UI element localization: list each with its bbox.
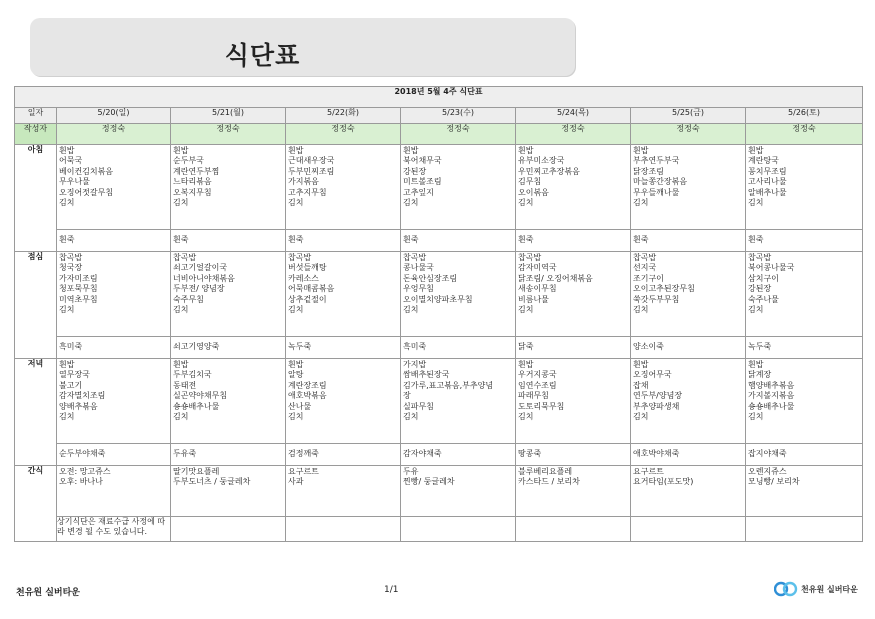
porridge-item: 쇠고기영양죽	[173, 342, 220, 351]
menu-item: 알배추나물	[748, 187, 787, 197]
menu-item: 베이컨김치볶음	[59, 166, 114, 176]
menu-item: 흰밥	[173, 360, 189, 369]
day-date: 5/20(일)	[57, 108, 171, 124]
menu-item: 김치	[173, 198, 189, 208]
menu-item: 북어채무국	[403, 156, 442, 166]
menu-item: 김치	[633, 305, 649, 315]
menu-item: 계란연두부찜	[173, 166, 220, 176]
porridge-item: 두유죽	[173, 449, 197, 458]
menu-item: 선지국	[633, 263, 657, 273]
day-writer: 정정숙	[631, 124, 746, 145]
dinner-cell	[401, 359, 516, 444]
menu-item: 숙주무침	[173, 294, 204, 304]
menu-item: 우엉무침	[403, 284, 434, 294]
menu-item: 미트볼조림	[403, 177, 442, 187]
dinner-porridge-cell	[171, 444, 286, 466]
breakfast-porridge-cell	[746, 230, 863, 252]
menu-item: 청포묵무침	[59, 284, 98, 294]
menu-item: 흰밥	[288, 146, 304, 155]
snack-item: 딸기맛요플레	[173, 467, 220, 476]
menu-items	[57, 145, 170, 229]
snack-item: 찐빵/ 둥글레차	[403, 477, 455, 487]
menu-item: 두부김치국	[173, 370, 212, 380]
breakfast-porridge-row	[15, 230, 863, 252]
menu-item: 버섯들깨탕	[288, 263, 327, 273]
menu-item: 김치	[59, 305, 75, 315]
breakfast-porridge-cell	[57, 230, 171, 252]
menu-item: 흰밥	[59, 146, 75, 155]
lunch-porridge-cell	[401, 337, 516, 359]
lunch-porridge-row	[15, 337, 863, 359]
menu-item: 계란탕국	[748, 156, 779, 166]
snack-item: 오렌지쥬스	[748, 467, 787, 476]
menu-item: 무우들깨나물	[633, 187, 680, 197]
menu-item: 상추겉절이	[288, 294, 327, 304]
menu-items	[631, 145, 745, 229]
menu-item: 쑥갓두부무침	[633, 294, 680, 304]
lunch-cell	[171, 252, 286, 337]
porridge-item: 흑미죽	[403, 342, 427, 351]
day-date: 5/22(화)	[286, 108, 401, 124]
menu-item: 김치	[748, 412, 764, 422]
menu-item: 김치	[59, 412, 75, 422]
menu-item: 오이볶음	[518, 187, 549, 197]
menu-item: 김치	[518, 412, 534, 422]
menu-item: 김치	[403, 305, 419, 315]
menu-item: 어묵매콤볶음	[288, 284, 335, 294]
title-banner	[30, 18, 575, 76]
menu-items	[746, 252, 862, 336]
menu-item: 고추잎지	[403, 187, 434, 197]
snack-cell	[286, 466, 401, 517]
porridge-item: 흰죽	[403, 235, 419, 244]
menu-item: 돈육안심장조림	[403, 273, 458, 283]
day-date: 5/25(금)	[631, 108, 746, 124]
footer-org: 천유원 실버타운	[16, 588, 80, 598]
snack-item: 요구르트	[633, 467, 664, 476]
breakfast-porridge-cell	[401, 230, 516, 252]
menu-item: 고추지무침	[288, 187, 327, 197]
menu-item: 찹곡밥	[59, 253, 83, 262]
porridge-item: 감자야채죽	[403, 449, 442, 458]
snack-item: 카스타드 / 보리차	[518, 477, 580, 487]
menu-item: 김치	[288, 412, 304, 422]
day-writer: 정정숙	[57, 124, 171, 145]
breakfast-row	[15, 145, 863, 230]
day-writer: 정정숙	[401, 124, 516, 145]
porridge-item: 흰죽	[59, 235, 75, 244]
menu-item: 가지볶음	[288, 177, 319, 187]
menu-item: 흰밥	[633, 146, 649, 155]
menu-item: 유부미소장국	[518, 156, 565, 166]
menu-item: 북어콩나물국	[748, 263, 795, 273]
lunch-cell	[286, 252, 401, 337]
writer-label: 작성자	[15, 124, 57, 145]
menu-item: 마늘쫑간장볶음	[633, 177, 688, 187]
breakfast-cell	[401, 145, 516, 230]
breakfast-porridge-cell	[171, 230, 286, 252]
porridge-item: 흑미죽	[59, 342, 83, 351]
table-title-row	[15, 87, 863, 108]
menu-items	[57, 359, 170, 443]
menu-items	[286, 359, 400, 443]
menu-item: 김치	[403, 412, 419, 422]
menu-item: 콩나물국	[403, 263, 434, 273]
lunch-porridge-cell	[746, 337, 863, 359]
day-writer: 정정숙	[516, 124, 631, 145]
menu-item: 카레소스	[288, 273, 319, 283]
menu-item: 쌈배추된장국	[403, 370, 450, 380]
menu-item: 찹곡밥	[633, 253, 657, 262]
menu-items	[516, 252, 630, 336]
porridge-item: 흰죽	[173, 235, 189, 244]
dinner-porridge-cell	[631, 444, 746, 466]
menu-item: 우민찌고추장볶음	[518, 166, 580, 176]
menu-item: 흰밥	[748, 146, 764, 155]
menu-items	[746, 145, 862, 229]
porridge-item: 잡지야채죽	[748, 449, 787, 458]
lunch-cell	[401, 252, 516, 337]
menu-item: 연두부/양념장	[633, 391, 683, 401]
menu-item: 임연수조림	[518, 380, 557, 390]
menu-item: 열무장국	[59, 370, 90, 380]
snack-items	[746, 466, 862, 516]
empty-cell	[401, 517, 516, 542]
porridge-item: 애호박야채죽	[633, 449, 680, 458]
menu-item: 흰밥	[748, 360, 764, 369]
snack-item: 모닝빵/ 보리차	[748, 477, 800, 487]
menu-items	[171, 252, 285, 336]
menu-item: 꽁치무조림	[748, 166, 787, 176]
snack-item: 사과	[288, 477, 304, 487]
menu-item: 가지볼지볶음	[748, 391, 795, 401]
lunch-porridge-cell	[286, 337, 401, 359]
menu-item: 계란장조림	[288, 380, 327, 390]
menu-item: 부추연두부국	[633, 156, 680, 166]
day-date: 5/23(수)	[401, 108, 516, 124]
dinner-porridge-cell	[746, 444, 863, 466]
menu-item: 두부전/ 양념장	[173, 284, 225, 294]
menu-item: 강된장	[748, 284, 772, 294]
breakfast-cell	[57, 145, 171, 230]
menu-item: 김치	[633, 198, 649, 208]
lunch-cell	[631, 252, 746, 337]
lunch-porridge-cell	[57, 337, 171, 359]
menu-items	[171, 145, 285, 229]
menu-item: 파래무침	[518, 391, 549, 401]
lunch-cell	[57, 252, 171, 337]
menu-item: 감자미역국	[518, 263, 557, 273]
menu-item: 순두부국	[173, 156, 204, 166]
menu-items	[401, 252, 515, 336]
writer-row	[15, 124, 863, 145]
menu-item: 양배추볶음	[59, 401, 98, 411]
menu-item: 김치	[518, 198, 534, 208]
snack-item: 오후: 바나나	[59, 477, 103, 487]
menu-item: 김치	[59, 198, 75, 208]
lunch-porridge-cell	[516, 337, 631, 359]
menu-item: 오징어젓갈무침	[59, 187, 114, 197]
day-writer: 정정숙	[286, 124, 401, 145]
day-date: 5/26(토)	[746, 108, 863, 124]
snack-cell	[746, 466, 863, 517]
menu-item: 어묵국	[59, 156, 83, 166]
menu-item: 흰밥	[173, 146, 189, 155]
menu-item: 닭조림/ 오징어채볶음	[518, 273, 593, 283]
menu-item: 찹곡밥	[748, 253, 772, 262]
snack-items	[286, 466, 400, 516]
menu-item: 무우나물	[59, 177, 90, 187]
menu-item: 김치	[288, 198, 304, 208]
lunch-cell	[516, 252, 631, 337]
menu-item: 닭장조림	[633, 166, 664, 176]
menu-item: 근대새우장국	[288, 156, 335, 166]
menu-item: 비름나물	[518, 294, 549, 304]
menu-item: 가지밥	[403, 360, 427, 369]
breakfast-cell	[746, 145, 863, 230]
menu-item: 쇠고기얼갈이국	[173, 263, 228, 273]
menu-items	[631, 252, 745, 336]
breakfast-cell	[171, 145, 286, 230]
snack-items	[401, 466, 515, 516]
snack-items	[57, 466, 170, 516]
snack-item: 두부도너츠 / 둥글레차	[173, 477, 251, 487]
porridge-item: 검정깨죽	[288, 449, 319, 458]
menu-items	[631, 359, 745, 443]
menu-item: 알탕	[288, 370, 304, 380]
menu-item: 흰밥	[288, 360, 304, 369]
snack-cell	[516, 466, 631, 517]
menu-table	[14, 86, 863, 542]
dinner-cell	[746, 359, 863, 444]
snack-items	[631, 466, 745, 516]
menu-item: 장	[403, 391, 411, 401]
date-label: 일자	[15, 108, 57, 124]
dinner-porridge-cell	[516, 444, 631, 466]
menu-item: 숙주나물	[748, 294, 779, 304]
menu-items	[171, 359, 285, 443]
dinner-porridge-cell	[286, 444, 401, 466]
menu-item: 두부민찌조림	[288, 166, 335, 176]
menu-item: 찹곡밥	[173, 253, 197, 262]
menu-item: 숑숑배추나물	[173, 401, 220, 411]
breakfast-porridge-cell	[631, 230, 746, 252]
menu-item: 강된장	[403, 166, 427, 176]
menu-item: 우거지콩국	[518, 370, 557, 380]
porridge-item: 땅콩죽	[518, 449, 542, 458]
dinner-porridge-row	[15, 444, 863, 466]
snack-item: 요거타임(포도맛)	[633, 477, 694, 487]
dinner-label: 저녁	[15, 359, 57, 466]
menu-item: 찹곡밥	[518, 253, 542, 262]
menu-item: 너비아니야채볶음	[173, 273, 235, 283]
menu-items	[746, 359, 862, 443]
menu-item: 김치	[403, 198, 419, 208]
menu-items	[401, 145, 515, 229]
menu-item: 김치	[173, 305, 189, 315]
footer-logo	[774, 580, 864, 600]
menu-items	[401, 359, 515, 443]
menu-items	[286, 252, 400, 336]
menu-item: 김치	[748, 305, 764, 315]
menu-item: 산나물	[288, 401, 312, 411]
day-writer: 정정숙	[171, 124, 286, 145]
empty-cell	[171, 517, 286, 542]
menu-item: 가자미조림	[59, 273, 98, 283]
porridge-item: 흰죽	[748, 235, 764, 244]
menu-item: 청국장	[59, 263, 83, 273]
date-row	[15, 108, 863, 124]
day-writer: 정정숙	[746, 124, 863, 145]
menu-item: 오징어무국	[633, 370, 672, 380]
menu-item: 고사리나물	[748, 177, 787, 187]
menu-item: 조기구이	[633, 273, 664, 283]
porridge-item: 흰죽	[633, 235, 649, 244]
menu-item: 오복지무침	[173, 187, 212, 197]
menu-item: 불고기	[59, 380, 83, 390]
menu-item: 김무침	[518, 177, 542, 187]
empty-cell	[746, 517, 863, 542]
menu-item: 햄양배추볶음	[748, 380, 795, 390]
logo-text: 천유원 실버타운	[801, 585, 858, 594]
menu-item: 오이고추된장무침	[633, 284, 695, 294]
breakfast-cell	[286, 145, 401, 230]
menu-item: 찹곡밥	[403, 253, 427, 262]
table-title: 2018년 5월 4주 식단표	[15, 87, 863, 108]
breakfast-porridge-cell	[516, 230, 631, 252]
day-date: 5/24(목)	[516, 108, 631, 124]
breakfast-porridge-cell	[286, 230, 401, 252]
menu-item: 감자멸치조림	[59, 391, 106, 401]
snack-cell	[171, 466, 286, 517]
menu-item: 도토리묵무침	[518, 401, 565, 411]
snack-items	[516, 466, 630, 516]
menu-items	[516, 145, 630, 229]
menu-item: 흰밥	[518, 360, 534, 369]
dinner-cell	[516, 359, 631, 444]
menu-item: 미역초무침	[59, 294, 98, 304]
menu-item: 실곤약야채무침	[173, 391, 228, 401]
dinner-row	[15, 359, 863, 444]
menu-item: 느타리볶음	[173, 177, 212, 187]
snack-item: 두유	[403, 467, 419, 476]
footer-page-number: 1/1	[384, 585, 399, 595]
menu-item: 흰밥	[518, 146, 534, 155]
snack-cell	[57, 466, 171, 517]
menu-item: 부추양파생채	[633, 401, 680, 411]
porridge-item: 닭죽	[518, 342, 534, 351]
day-date: 5/21(월)	[171, 108, 286, 124]
menu-item: 오이멸치양파초무침	[403, 294, 473, 304]
menu-items	[516, 359, 630, 443]
menu-item: 새송이무침	[518, 284, 557, 294]
snack-row	[15, 466, 863, 517]
menu-item: 김치	[633, 412, 649, 422]
lunch-row	[15, 252, 863, 337]
empty-cell	[631, 517, 746, 542]
menu-item: 닭계장	[748, 370, 772, 380]
dinner-cell	[171, 359, 286, 444]
menu-item: 흰밥	[633, 360, 649, 369]
menu-item: 김치	[288, 305, 304, 315]
porridge-item: 순두부야채죽	[59, 449, 106, 458]
porridge-item: 녹두죽	[288, 342, 312, 351]
menu-item: 애호박볶음	[288, 391, 327, 401]
porridge-item: 흰죽	[288, 235, 304, 244]
menu-item: 잡채	[633, 380, 649, 390]
snack-cell	[401, 466, 516, 517]
menu-item: 동태전	[173, 380, 197, 390]
porridge-item: 양소이죽	[633, 342, 664, 351]
dinner-porridge-cell	[57, 444, 171, 466]
dinner-cell	[631, 359, 746, 444]
menu-item: 김치	[748, 198, 764, 208]
menu-item: 숑숑배추나물	[748, 401, 795, 411]
menu-item: 실파무침	[403, 401, 434, 411]
empty-cell	[286, 517, 401, 542]
menu-item: 삼치구이	[748, 273, 779, 283]
menu-items	[57, 252, 170, 336]
dinner-cell	[286, 359, 401, 444]
menu-item: 찹곡밥	[288, 253, 312, 262]
lunch-porridge-cell	[631, 337, 746, 359]
snack-cell	[631, 466, 746, 517]
snack-item: 블루베리요플레	[518, 467, 573, 476]
lunch-porridge-cell	[171, 337, 286, 359]
menu-item: 흰밥	[403, 146, 419, 155]
menu-item: 김치	[173, 412, 189, 422]
logo-icon	[774, 581, 798, 597]
lunch-label: 점심	[15, 252, 57, 359]
lunch-cell	[746, 252, 863, 337]
porridge-item: 흰죽	[518, 235, 534, 244]
dinner-porridge-cell	[401, 444, 516, 466]
snack-label: 간식	[15, 466, 57, 542]
menu-item: 흰밥	[59, 360, 75, 369]
page-title: 식단표	[224, 41, 301, 70]
menu-note: 상기식단은 재료수급 사정에 따라 변경 될 수도 있습니다.	[57, 517, 166, 537]
empty-cell	[516, 517, 631, 542]
snack-items	[171, 466, 285, 516]
snack-item: 오전: 망고쥬스	[59, 467, 111, 476]
menu-items	[286, 145, 400, 229]
menu-item: 김치	[518, 305, 534, 315]
porridge-item: 녹두죽	[748, 342, 772, 351]
note-row	[15, 517, 863, 542]
breakfast-cell	[516, 145, 631, 230]
note-cell	[57, 517, 171, 542]
menu-item: 김가루,표고볶음,부추양념	[403, 380, 494, 390]
breakfast-label: 아침	[15, 145, 57, 252]
dinner-cell	[57, 359, 171, 444]
breakfast-cell	[631, 145, 746, 230]
snack-item: 요구르트	[288, 467, 319, 476]
